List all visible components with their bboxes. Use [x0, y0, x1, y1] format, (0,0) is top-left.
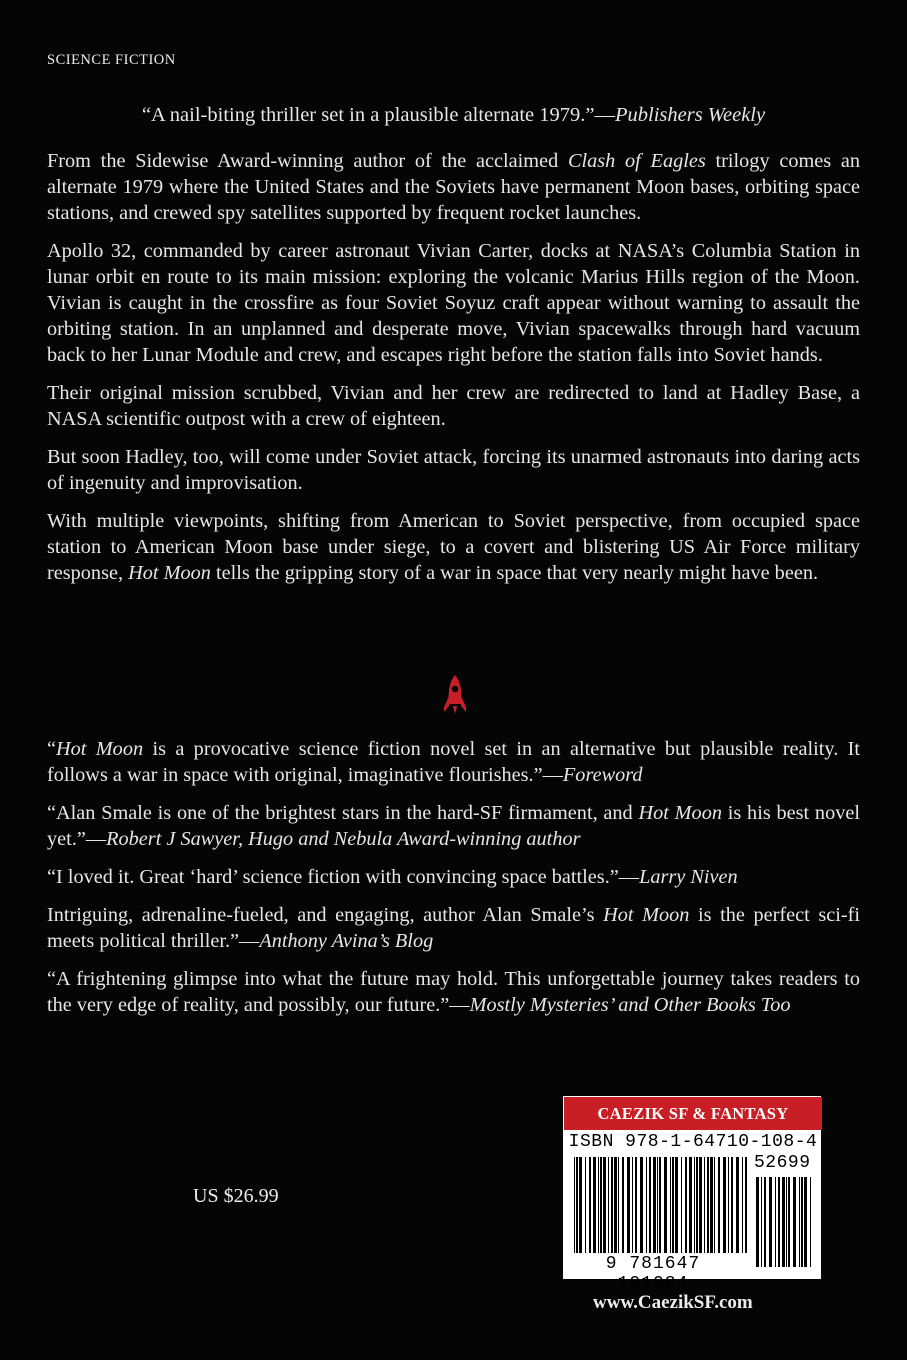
lead-quote-source: Publishers Weekly [614, 104, 766, 126]
review-2-source: Robert J Sawyer, Hugo and Nebula Award-winning author [106, 828, 581, 850]
review-quote-4 [47, 902, 860, 954]
paragraph-5-text-a: With multiple viewpoints, shifting from American to Soviet perspective, from occupied space station to American Moon base under siege, to a covert and blistering US Air Force military response, [47, 510, 860, 584]
paragraph-1-text-a: From the Sidewise Award-winning author of the acclaimed [47, 150, 568, 172]
review-4-source: Anthony Avina’s Blog [259, 930, 434, 952]
rocket-icon [443, 674, 467, 720]
paragraph-2: Apollo 32, commanded by career astronaut Vivian Carter, docks at NASA’s Columbia Station in lunar orbit en route to its main mission: exploring the volcanic Marius Hills region of the Moon. Vivian is caught in the crossfire as four Soviet Soyuz craft appear without warning to assault the orbiting station. In an unplanned and desperate move, Vivian spacewalks through hard vacuum back to her Lunar Module and crew, and escapes right before the station falls into Soviet hands. [47, 240, 860, 366]
review-1-source: Foreword [562, 764, 643, 786]
price-code: 52699 [754, 1153, 811, 1173]
review-2-text-b: is his best novel yet.”— [47, 802, 860, 850]
isbn-label: ISBN 978-1-64710-108-4 [568, 1132, 818, 1152]
review-4-text-a: Intriguing, adrenaline-fueled, and engaging, author Alan Smale’s [47, 904, 604, 926]
review-3-text: “I loved it. Great ‘hard’ science fiction with convincing space battles.”— [47, 866, 640, 888]
paragraph-1-text-b: trilogy comes an alternate 1979 where the United States and the Soviets have permanent Moon bases, orbiting space stations, and crewed spy satellites supported by frequent rocket launches. [47, 150, 861, 224]
paragraph-4: But soon Hadley, too, will come under Soviet attack, forcing its unarmed astronauts into daring acts of ingenuity and improvisation. [47, 446, 860, 494]
review-quote-2 [47, 800, 860, 852]
paragraph-5-text-b: tells the gripping story of a war in space that very nearly might have been. [210, 562, 819, 584]
price-label: US $26.99 [193, 1185, 279, 1207]
description [47, 148, 860, 598]
review-5-source: Mostly Mysteries’ and Other Books Too [469, 994, 791, 1016]
barcode-number: 9 781647 101084 [605, 1254, 701, 1294]
review-quote-5 [47, 966, 860, 1018]
paragraph-5 [47, 508, 860, 586]
lead-quote-text: “A nail-biting thriller set in a plausible alternate 1979.”— [141, 104, 615, 126]
review-quotes [47, 736, 860, 1030]
paragraph-1 [47, 148, 860, 226]
paragraph-5-title: Hot Moon [128, 562, 211, 584]
review-2-title: Hot Moon [638, 802, 722, 824]
lead-quote [47, 102, 860, 128]
review-quote-1 [47, 736, 860, 788]
review-1-open: “ [47, 738, 57, 760]
paragraph-1-title: Clash of Eagles [567, 150, 706, 172]
publisher-website: www.CaezikSF.com [593, 1292, 753, 1313]
publisher-name: CAEZIK SF & FANTASY [564, 1097, 822, 1130]
review-1-title: Hot Moon [56, 738, 144, 760]
review-2-text-a: “Alan Smale is one of the brightest stars in the hard-SF firmament, and [47, 802, 639, 824]
paragraph-3: Their original mission scrubbed, Vivian and her crew are redirected to land at Hadley Base, a NASA scientific outpost with a crew of eighteen. [47, 382, 860, 430]
genre-label: SCIENCE FICTION [47, 52, 176, 68]
review-5-text: “A frightening glimpse into what the future may hold. This unforgettable journey takes readers to the very edge of reality, and possibly, our future.”— [47, 968, 860, 1016]
review-1-text: is a provocative science fiction novel set in an alternative but plausible reality. It follows a war in space with original, imaginative flourishes.”— [47, 738, 861, 786]
barcode-block [563, 1096, 821, 1294]
review-quote-3 [47, 864, 860, 890]
review-4-title: Hot Moon [603, 904, 690, 926]
barcode-bars [564, 1097, 822, 1280]
review-4-text-b: is the perfect sci-fi meets political thriller.”— [47, 904, 860, 952]
review-3-source: Larry Niven [639, 866, 738, 888]
